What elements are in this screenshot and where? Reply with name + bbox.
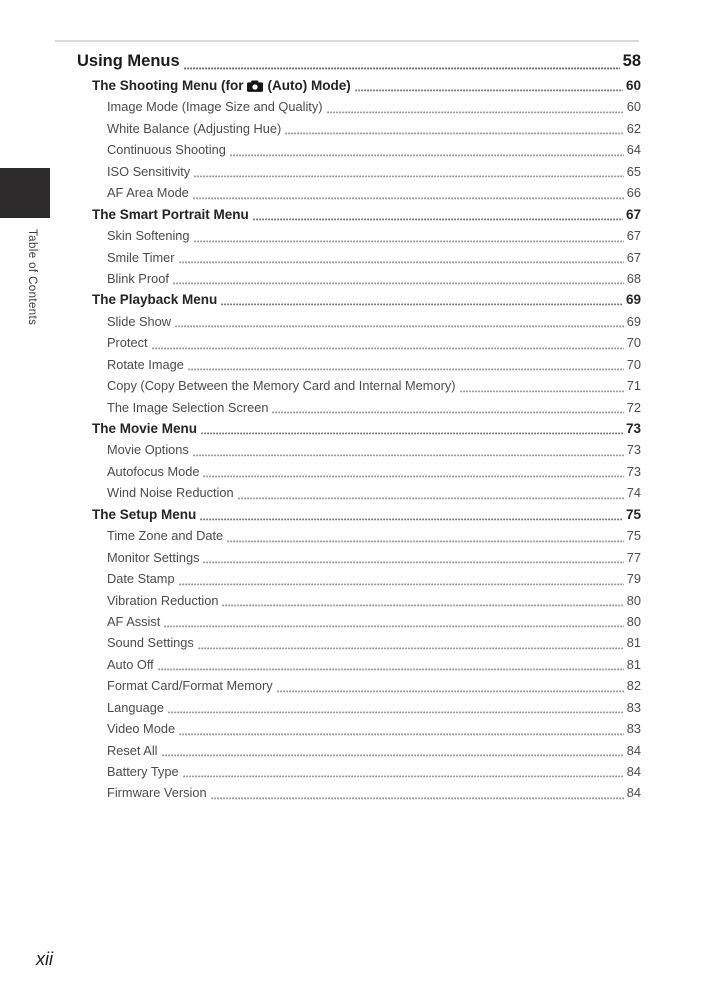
- toc-item-entry-4-7-page: 82: [626, 678, 641, 694]
- toc-item-entry-3-1-label: Autofocus Mode: [107, 463, 200, 479]
- dot-leader: [203, 475, 623, 478]
- toc-item-entry-0-3-label: ISO Sensitivity: [107, 163, 191, 179]
- dot-leader: [194, 240, 624, 243]
- toc-item-entry-4-0-label: Time Zone and Date: [107, 528, 224, 544]
- toc-item-entry-2-0-page: 69: [626, 313, 641, 329]
- toc-item-entry-4-6-page: 81: [626, 656, 641, 672]
- toc-section-entry-2[interactable]: [77, 289, 641, 310]
- toc-item-entry-1-0-page: 67: [626, 228, 641, 244]
- toc-item-entry-2-2-page: 70: [626, 356, 641, 372]
- chapter-tab: [0, 168, 50, 218]
- toc-item-entry-4-6-label: Auto Off: [107, 656, 154, 672]
- toc-item-entry-4-3-label: Vibration Reduction: [107, 592, 219, 608]
- dot-leader: [230, 154, 624, 157]
- dot-leader: [152, 347, 624, 350]
- dot-leader: [193, 197, 624, 200]
- toc-item-entry-2-1[interactable]: [77, 332, 641, 353]
- toc-item-entry-0-3-page: 65: [626, 163, 641, 179]
- toc-item-entry-1-2[interactable]: [77, 268, 641, 289]
- toc-item-entry-0-4[interactable]: [77, 182, 641, 203]
- toc-item-entry-4-11[interactable]: [77, 761, 641, 782]
- top-divider: [55, 40, 639, 42]
- dot-leader: [253, 218, 623, 221]
- toc-section-entry-1-page: 67: [625, 206, 641, 222]
- toc-item-entry-2-0-label: Slide Show: [107, 313, 172, 329]
- toc-item-entry-2-2[interactable]: [77, 354, 641, 375]
- toc-item-entry-4-4[interactable]: [77, 611, 641, 632]
- toc-item-entry-3-1-page: 73: [626, 463, 641, 479]
- toc-item-entry-4-10-page: 84: [626, 742, 641, 758]
- dot-leader: [200, 518, 623, 521]
- toc-item-entry-4-7-label: Format Card/Format Memory: [107, 678, 273, 694]
- dot-leader: [184, 67, 620, 70]
- toc-item-entry-4-5-page: 81: [626, 635, 641, 651]
- toc-item-entry-3-0[interactable]: [77, 439, 641, 460]
- dot-leader: [193, 454, 624, 457]
- toc-section-entry-3-page: 73: [625, 421, 641, 436]
- toc-item-entry-4-1[interactable]: [77, 547, 641, 568]
- dot-leader: [179, 733, 624, 736]
- toc-item-entry-0-4-page: 66: [626, 185, 641, 201]
- dot-leader: [175, 325, 624, 328]
- toc-item-entry-4-10-label: Reset All: [107, 742, 158, 758]
- toc-item-entry-4-11-page: 84: [626, 764, 641, 779]
- toc-item-entry-0-0[interactable]: [77, 96, 641, 117]
- toc-item-entry-1-0-label: Skin Softening: [107, 228, 190, 244]
- toc-item-entry-1-1-page: 67: [626, 249, 641, 265]
- toc-section-entry-1-label: The Smart Portrait Menu: [92, 206, 249, 222]
- dot-leader: [162, 754, 624, 757]
- toc-item-entry-0-2-page: 64: [626, 142, 641, 158]
- toc-section-entry-1[interactable]: [77, 204, 641, 225]
- dot-leader: [158, 668, 624, 671]
- toc-item-entry-4-12-page: 84: [626, 785, 641, 801]
- toc-item-entry-4-9[interactable]: [77, 718, 641, 739]
- toc-item-entry-4-3-page: 80: [626, 592, 641, 608]
- toc-item-entry-2-4[interactable]: [77, 397, 641, 418]
- toc-item-entry-0-1[interactable]: [77, 118, 641, 139]
- toc-item-entry-4-10[interactable]: [77, 740, 641, 761]
- toc-item-entry-3-0-page: 73: [626, 442, 641, 458]
- toc-item-entry-4-12-label: Firmware Version: [107, 785, 207, 801]
- toc-item-entry-0-1-page: 62: [626, 120, 641, 136]
- toc-item-entry-1-1-label: Smile Timer: [107, 249, 175, 265]
- dot-leader: [198, 647, 624, 650]
- dot-leader: [203, 561, 623, 564]
- toc-item-entry-0-2-label: Continuous Shooting: [107, 142, 226, 158]
- camera-icon: [247, 80, 263, 92]
- toc-item-entry-4-4-label: AF Assist: [107, 613, 161, 629]
- sidebar-chapter-label: Table of Contents: [26, 229, 38, 326]
- dot-leader: [272, 411, 623, 414]
- toc-item-entry-4-6[interactable]: [77, 654, 641, 675]
- toc-section-entry-0[interactable]: [77, 75, 641, 96]
- toc-item-entry-4-2-page: 79: [626, 571, 641, 587]
- toc-item-entry-2-0[interactable]: [77, 311, 641, 332]
- footer-page-number: xii: [36, 949, 53, 969]
- toc-section-entry-3[interactable]: [77, 418, 641, 439]
- toc-item-entry-4-8-page: 83: [626, 699, 641, 715]
- toc-item-entry-4-11-label: Battery Type: [107, 764, 179, 779]
- toc-item-entry-0-4-label: AF Area Mode: [107, 185, 189, 201]
- toc-item-entry-4-5-label: Sound Settings: [107, 635, 194, 651]
- toc-section-entry-0-page: 60: [625, 78, 641, 93]
- toc-list: [77, 48, 641, 804]
- dot-leader: [194, 175, 624, 178]
- toc-item-entry-2-4-label: The Image Selection Screen: [107, 399, 269, 415]
- dot-leader: [221, 303, 623, 306]
- dot-leader: [179, 261, 624, 264]
- toc-section-entry-4[interactable]: [77, 504, 641, 525]
- toc-item-entry-2-1-label: Protect: [107, 335, 148, 351]
- toc-item-entry-2-4-page: 72: [626, 399, 641, 415]
- toc-item-entry-2-3-page: 71: [626, 378, 641, 394]
- toc-item-entry-2-3[interactable]: [77, 375, 641, 396]
- toc-item-entry-4-1-label: Monitor Settings: [107, 549, 200, 565]
- toc-item-entry-4-7[interactable]: [77, 675, 641, 696]
- toc-chapter-entry-label: Using Menus: [77, 52, 180, 70]
- toc-section-entry-3-label: The Movie Menu: [92, 421, 198, 436]
- toc-item-entry-2-3-label: Copy (Copy Between the Memory Card and Internal Memory): [107, 378, 456, 394]
- dot-leader: [183, 775, 624, 778]
- dot-leader: [173, 282, 624, 285]
- dot-leader: [201, 432, 623, 435]
- toc-item-entry-1-1[interactable]: [77, 247, 641, 268]
- toc-item-entry-0-1-label: White Balance (Adjusting Hue): [107, 120, 282, 136]
- toc-item-entry-4-9-label: Video Mode: [107, 721, 176, 737]
- dot-leader: [327, 111, 624, 114]
- toc-item-entry-3-2-page: 74: [626, 485, 641, 501]
- toc-section-entry-4-label: The Setup Menu: [92, 506, 197, 522]
- toc-item-entry-4-0-page: 75: [626, 528, 641, 544]
- dot-leader: [238, 497, 624, 500]
- toc-item-entry-4-2-label: Date Stamp: [107, 571, 175, 587]
- toc-item-entry-2-1-page: 70: [626, 335, 641, 351]
- toc-section-entry-0-label: The Shooting Menu (for (Auto) Mode): [92, 78, 351, 93]
- toc-item-entry-4-9-page: 83: [626, 721, 641, 737]
- toc-item-entry-4-0[interactable]: [77, 525, 641, 546]
- toc-item-entry-1-2-page: 68: [626, 270, 641, 286]
- toc-item-entry-4-3[interactable]: [77, 590, 641, 611]
- toc-item-entry-1-2-label: Blink Proof: [107, 270, 169, 286]
- toc-item-entry-4-5[interactable]: [77, 632, 641, 653]
- toc-section-entry-2-label: The Playback Menu: [92, 292, 218, 308]
- toc-item-entry-0-2[interactable]: [77, 139, 641, 160]
- toc-item-entry-0-0-page: 60: [626, 99, 641, 115]
- dot-leader: [164, 625, 623, 628]
- toc-item-entry-3-2[interactable]: [77, 482, 641, 503]
- toc-item-entry-4-12[interactable]: [77, 782, 641, 803]
- dot-leader: [285, 132, 624, 135]
- dot-leader: [277, 690, 624, 693]
- dot-leader: [222, 604, 623, 607]
- toc-item-entry-4-2[interactable]: [77, 568, 641, 589]
- toc-chapter-entry-page: 58: [622, 52, 641, 70]
- toc-item-entry-4-8[interactable]: [77, 697, 641, 718]
- toc-item-entry-3-2-label: Wind Noise Reduction: [107, 485, 234, 501]
- dot-leader: [460, 390, 624, 393]
- toc-item-entry-0-3[interactable]: [77, 161, 641, 182]
- toc-section-entry-2-page: 69: [625, 292, 641, 308]
- dot-leader: [168, 711, 624, 714]
- toc-item-entry-3-1[interactable]: [77, 461, 641, 482]
- toc-item-entry-3-0-label: Movie Options: [107, 442, 189, 458]
- toc-item-entry-0-0-label: Image Mode (Image Size and Quality): [107, 99, 323, 115]
- dot-leader: [179, 583, 624, 586]
- toc-item-entry-4-4-page: 80: [626, 613, 641, 629]
- toc-item-entry-2-2-label: Rotate Image: [107, 356, 184, 372]
- toc-section-entry-4-page: 75: [625, 506, 641, 522]
- dot-leader: [227, 540, 624, 543]
- dot-leader: [355, 89, 623, 92]
- toc-item-entry-4-8-label: Language: [107, 699, 164, 715]
- dot-leader: [188, 368, 624, 371]
- toc-chapter-entry[interactable]: [77, 48, 641, 75]
- toc-item-entry-1-0[interactable]: [77, 225, 641, 246]
- dot-leader: [211, 797, 624, 800]
- toc-item-entry-4-1-page: 77: [626, 549, 641, 565]
